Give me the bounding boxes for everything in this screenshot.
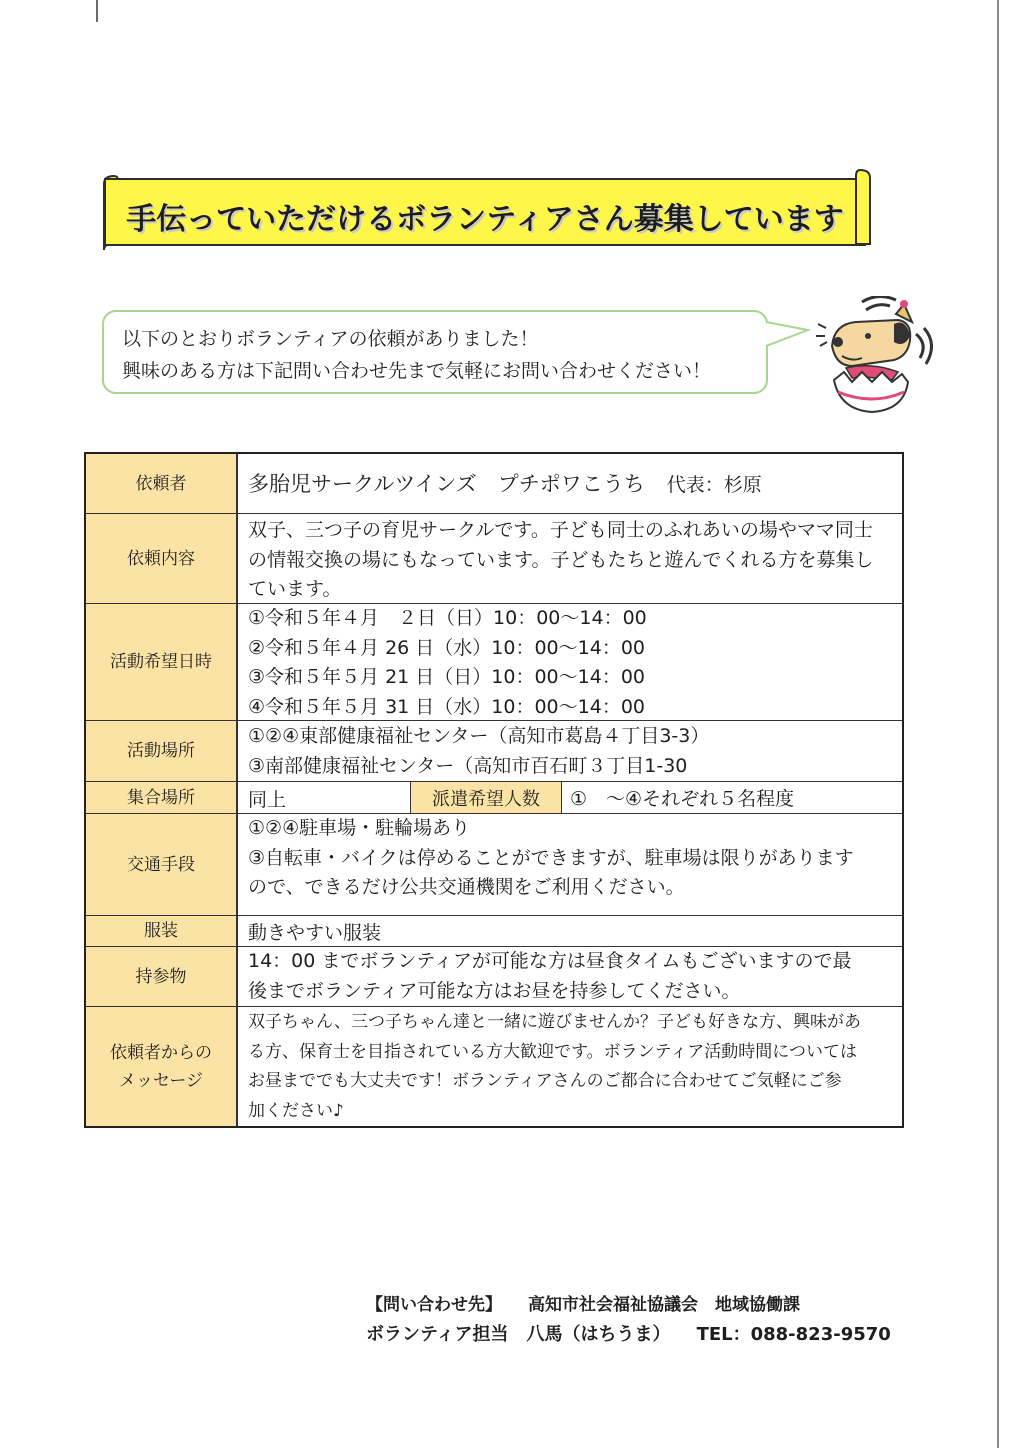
label-content: 依頼内容 xyxy=(86,514,238,603)
value-people: ① ～④それぞれ５名程度 xyxy=(570,788,795,810)
message-line: る方、保育士を目指されている方大歓迎です。ボランティア活動時間については xyxy=(248,1041,857,1062)
scan-edge-top xyxy=(96,0,98,22)
transport-line: ①②④駐車場・駐輪場あり xyxy=(248,817,471,839)
contact-line-1 xyxy=(366,1290,800,1315)
contact-person: ボランティア担当 八馬（はちうま） xyxy=(366,1324,671,1345)
label-transport: 交通手段 xyxy=(86,814,238,915)
contact-org: 高知市社会福祉協議会 地域協働課 xyxy=(528,1295,800,1315)
label-clothing: 服装 xyxy=(86,916,238,946)
label-message-line2: メッセージ xyxy=(119,1070,203,1091)
value-transport xyxy=(248,814,894,903)
row-message xyxy=(86,1007,902,1126)
scan-edge-right xyxy=(997,0,999,1448)
contact-tel: TEL：088-823-9570 xyxy=(696,1324,891,1345)
value-clothing: 動きやすい服装 xyxy=(248,922,382,944)
label-people: 派遣希望人数 xyxy=(410,782,562,813)
value-content xyxy=(248,516,894,605)
place-line: ③南部健康福祉センター（高知市百石町３丁目1-30 xyxy=(248,754,688,777)
row-content xyxy=(86,514,902,604)
row-belongings xyxy=(86,947,902,1007)
title-banner xyxy=(104,178,866,246)
label-meeting: 集合場所 xyxy=(86,782,238,813)
label-message-line1: 依頼者からの xyxy=(110,1042,212,1063)
belongings-line: 後までボランティア可能な方はお昼を持参してください。 xyxy=(248,979,741,1002)
content-line: 双子、三つ子の育児サークルです。子ども同士のふれあいの場やママ同士 xyxy=(248,519,873,541)
place-line: ①②④東部健康福祉センター（高知市葛島４丁目3-3） xyxy=(248,725,710,747)
value-message xyxy=(248,1008,894,1126)
date-line: ③令和５年５月 21 日（日）10：00～14：00 xyxy=(248,666,645,688)
message-line: 加ください♪ xyxy=(248,1100,344,1121)
value-belongings xyxy=(248,947,894,1006)
label-place: 活動場所 xyxy=(86,721,238,781)
label-message xyxy=(86,1007,238,1126)
label-dates: 活動希望日時 xyxy=(86,604,238,720)
bubble-tail xyxy=(764,318,810,354)
belongings-line: 14：00 までボランティアが可能な方は昼食タイムもございますので最 xyxy=(248,950,852,972)
row-place xyxy=(86,721,902,782)
row-clothing xyxy=(86,916,902,947)
message-line: 双子ちゃん、三つ子ちゃん達と一緒に遊びませんか？子ども好きな方、興味があ xyxy=(248,1012,862,1032)
row-requester xyxy=(86,454,902,514)
mascot-dog-illustration xyxy=(812,296,942,416)
label-requester: 依頼者 xyxy=(86,454,238,513)
transport-line: ③自転車・バイクは停めることができますが、駐車場は限りがあります xyxy=(248,846,854,869)
row-transport xyxy=(86,814,902,916)
bubble-line-2: 興味のある方は下記問い合わせ先まで気軽にお問い合わせください！ xyxy=(122,360,712,382)
transport-line: ので、できるだけ公共交通機関をご利用ください。 xyxy=(248,876,685,898)
value-dates xyxy=(248,604,894,722)
content-line: の情報交換の場にもなっています。子どもたちと遊んでくれる方を募集し xyxy=(248,548,874,571)
label-belongings: 持参物 xyxy=(86,947,238,1006)
page-title: 手伝っていただけるボランティアさん募集しています xyxy=(126,202,844,237)
row-dates xyxy=(86,604,902,721)
date-line: ②令和５年４月 26 日（水）10：00～14：00 xyxy=(248,636,645,659)
requester-name: 多胎児サークルツインズ プチポワこうち xyxy=(248,472,645,496)
volunteer-request-table xyxy=(84,452,904,1128)
value-meeting: 同上 xyxy=(248,789,287,811)
banner-scroll-right xyxy=(852,166,874,248)
row-meeting xyxy=(86,782,902,814)
date-line: ④令和５年５月 31 日（水）10：00～14：00 xyxy=(248,695,645,718)
date-line: ①令和５年４月 ２日（日）10：00～14：00 xyxy=(248,607,647,629)
speech-bubble xyxy=(102,310,768,394)
bubble-line-1: 以下のとおりボランティアの依頼がありました！ xyxy=(122,328,539,350)
contact-line-2 xyxy=(366,1320,891,1346)
content-line: ています。 xyxy=(248,578,342,600)
contact-label: 【問い合わせ先】 xyxy=(366,1295,502,1315)
message-line: お昼まででも大丈夫です！ボランティアさんのご都合に合わせてご気軽にご参 xyxy=(248,1071,842,1091)
value-requester xyxy=(248,468,894,498)
requester-rep: 代表：杉原 xyxy=(666,474,762,496)
value-place xyxy=(248,722,894,781)
